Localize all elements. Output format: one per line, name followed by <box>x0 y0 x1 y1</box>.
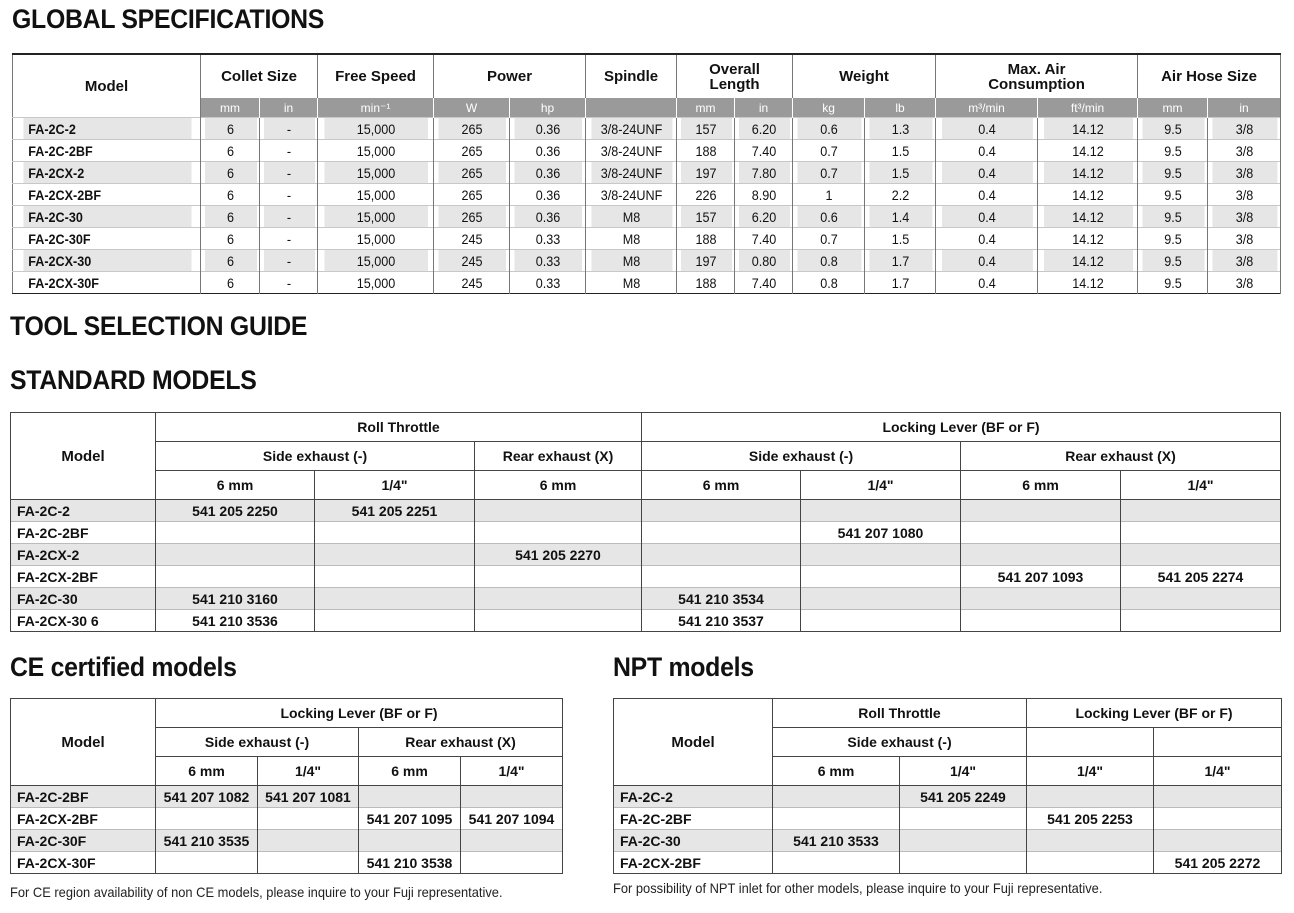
part-number-cell <box>900 808 1027 830</box>
std-header-side-exhaust-locking: Side exhaust (-) <box>642 442 961 471</box>
spec-cell: 0.7 <box>796 140 861 162</box>
global-specifications-heading: GLOBAL SPECIFICATIONS <box>12 4 325 34</box>
spec-cell: 14.12 <box>1043 118 1133 140</box>
spec-cell: M8 <box>590 250 672 272</box>
part-number-cell <box>773 852 900 874</box>
table-row <box>614 830 1282 852</box>
part-number-cell <box>801 566 961 588</box>
unit-cell: lb <box>865 98 936 118</box>
npt-header-blank-2 <box>1154 728 1282 757</box>
spec-cell: 2.2 <box>868 184 932 206</box>
spec-cell: 6 <box>203 228 256 250</box>
ce-header-model: Model <box>11 699 156 786</box>
part-number-cell <box>156 544 315 566</box>
part-number-cell: 541 210 3538 <box>359 852 461 874</box>
spec-cell: 6 <box>203 184 256 206</box>
model-cell: FA-2CX-2BF <box>614 852 773 874</box>
npt-header-blank-1 <box>1027 728 1154 757</box>
part-number-cell: 541 205 2253 <box>1027 808 1154 830</box>
part-number-cell <box>359 830 461 852</box>
model-cell: FA-2C-30F <box>11 830 156 852</box>
spec-cell: 6 <box>203 272 256 294</box>
part-number-cell <box>315 522 475 544</box>
spec-cell: - <box>262 140 314 162</box>
part-number-cell <box>801 544 961 566</box>
spec-cell: 9.5 <box>1141 184 1204 206</box>
header-air-hose-size: Air Hose Size <box>1161 68 1257 85</box>
spec-cell: 265 <box>437 162 505 184</box>
table-row <box>11 522 1281 544</box>
part-number-cell: 541 210 3537 <box>642 610 801 632</box>
unit-cell <box>586 98 677 118</box>
ce-size-header: 6 mm <box>156 757 258 786</box>
table-row <box>11 786 563 808</box>
spec-cell: 0.7 <box>796 162 861 184</box>
unit-cell: hp <box>510 98 586 118</box>
spec-cell: 0.33 <box>513 272 581 294</box>
model-cell: FA-2CX-2BF <box>22 184 191 206</box>
part-number-cell: 541 207 1082 <box>156 786 258 808</box>
header-model: Model <box>13 54 201 118</box>
spec-cell: 3/8-24UNF <box>590 118 672 140</box>
part-number-cell <box>961 610 1121 632</box>
ce-header-rear-exhaust: Rear exhaust (X) <box>359 728 563 757</box>
spec-cell: 0.7 <box>796 228 861 250</box>
table-row <box>11 610 1281 632</box>
spec-cell: 197 <box>679 162 731 184</box>
spec-cell: 7.80 <box>737 162 789 184</box>
spec-cell: 3/8 <box>1211 162 1277 184</box>
part-number-cell <box>773 808 900 830</box>
spec-cell: 3/8 <box>1211 228 1277 250</box>
spec-cell: 0.4 <box>941 162 1033 184</box>
spec-cell: 1 <box>796 184 861 206</box>
header-air-consumption: Max. Air Consumption <box>936 54 1138 98</box>
part-number-cell <box>961 544 1121 566</box>
spec-cell: - <box>262 228 314 250</box>
npt-header-locking-lever: Locking Lever (BF or F) <box>1027 699 1282 728</box>
part-number-cell <box>475 588 642 610</box>
standard-size-header: 6 mm <box>156 471 315 500</box>
part-number-cell: 541 205 2272 <box>1154 852 1282 874</box>
part-number-cell <box>315 544 475 566</box>
spec-cell: 3/8-24UNF <box>590 140 672 162</box>
part-number-cell <box>801 610 961 632</box>
part-number-cell <box>315 588 475 610</box>
part-number-cell <box>156 852 258 874</box>
spec-cell: 3/8 <box>1211 184 1277 206</box>
header-spindle: Spindle <box>586 54 677 98</box>
standard-size-header: 1/4" <box>801 471 961 500</box>
table-row <box>11 852 563 874</box>
spec-cell: 14.12 <box>1043 228 1133 250</box>
model-cell: FA-2C-30 <box>22 206 191 228</box>
part-number-cell <box>359 786 461 808</box>
part-number-cell <box>801 588 961 610</box>
table-row <box>11 500 1281 522</box>
table-row <box>13 118 1281 140</box>
model-cell: FA-2C-2BF <box>11 522 156 544</box>
spec-cell: 1.7 <box>868 250 932 272</box>
spec-cell: 3/8 <box>1211 118 1277 140</box>
part-number-cell <box>961 500 1121 522</box>
header-collet-size: Collet Size <box>201 54 318 98</box>
spec-cell: 0.6 <box>796 206 861 228</box>
spec-cell: 188 <box>679 228 731 250</box>
spec-cell: 15,000 <box>323 140 427 162</box>
model-cell: FA-2C-2 <box>614 786 773 808</box>
part-number-cell <box>1027 852 1154 874</box>
unit-cell: in <box>1208 98 1281 118</box>
ce-certified-models-heading: CE certified models <box>10 652 237 682</box>
part-number-cell: 541 210 3533 <box>773 830 900 852</box>
part-number-cell: 541 205 2250 <box>156 500 315 522</box>
spec-cell: 188 <box>679 140 731 162</box>
spec-cell: 7.40 <box>737 272 789 294</box>
spec-cell: 1.5 <box>868 228 932 250</box>
table-row <box>13 250 1281 272</box>
model-cell: FA-2CX-30F <box>22 272 191 294</box>
part-number-cell: 541 207 1094 <box>461 808 563 830</box>
part-number-cell <box>1027 786 1154 808</box>
std-header-locking-lever: Locking Lever (BF or F) <box>642 413 1281 442</box>
spec-cell: 1.5 <box>868 140 932 162</box>
model-cell: FA-2C-2BF <box>11 786 156 808</box>
spec-cell: 0.36 <box>513 184 581 206</box>
part-number-cell <box>1121 500 1281 522</box>
spec-cell: M8 <box>590 228 672 250</box>
spec-cell: 157 <box>679 206 731 228</box>
spec-cell: 0.80 <box>737 250 789 272</box>
spec-cell: 0.4 <box>941 118 1033 140</box>
standard-size-header: 6 mm <box>961 471 1121 500</box>
standard-models-heading: STANDARD MODELS <box>10 365 257 395</box>
spec-cell: 9.5 <box>1141 206 1204 228</box>
spec-cell: 3/8-24UNF <box>590 162 672 184</box>
table-row <box>11 830 563 852</box>
spec-cell: 3/8 <box>1211 140 1277 162</box>
part-number-cell: 541 210 3536 <box>156 610 315 632</box>
header-overall-length: Overall Length <box>677 54 793 98</box>
spec-cell: 3/8-24UNF <box>590 184 672 206</box>
model-cell: FA-2C-2 <box>22 118 191 140</box>
model-cell: FA-2C-30 <box>614 830 773 852</box>
spec-cell: 1.5 <box>868 162 932 184</box>
spec-cell: 15,000 <box>323 206 427 228</box>
std-header-model: Model <box>11 413 156 500</box>
part-number-cell <box>461 830 563 852</box>
part-number-cell <box>642 566 801 588</box>
unit-cell: kg <box>793 98 865 118</box>
part-number-cell <box>1154 830 1282 852</box>
standard-size-header: 1/4" <box>315 471 475 500</box>
spec-cell: 245 <box>437 250 505 272</box>
table-row <box>614 852 1282 874</box>
spec-cell: 197 <box>679 250 731 272</box>
spec-cell: 14.12 <box>1043 272 1133 294</box>
part-number-cell: 541 210 3160 <box>156 588 315 610</box>
spec-cell: 15,000 <box>323 250 427 272</box>
spec-cell: 3/8 <box>1211 272 1277 294</box>
part-number-cell <box>258 830 359 852</box>
part-number-cell <box>315 566 475 588</box>
spec-cell: 0.6 <box>796 118 861 140</box>
table-row <box>11 544 1281 566</box>
part-number-cell: 541 205 2251 <box>315 500 475 522</box>
model-cell: FA-2CX-30F <box>11 852 156 874</box>
ce-header-locking-lever: Locking Lever (BF or F) <box>156 699 563 728</box>
model-cell: FA-2C-30F <box>22 228 191 250</box>
part-number-cell <box>1121 610 1281 632</box>
part-number-cell <box>1027 830 1154 852</box>
spec-cell: - <box>262 184 314 206</box>
part-number-cell: 541 210 3535 <box>156 830 258 852</box>
table-row <box>614 786 1282 808</box>
spec-cell: - <box>262 118 314 140</box>
unit-cell: in <box>735 98 793 118</box>
spec-cell: - <box>262 162 314 184</box>
std-header-roll-throttle: Roll Throttle <box>156 413 642 442</box>
ce-size-header: 1/4" <box>461 757 563 786</box>
part-number-cell <box>475 522 642 544</box>
header-free-speed: Free Speed <box>318 54 434 98</box>
spec-cell: 0.4 <box>941 272 1033 294</box>
spec-cell: 9.5 <box>1141 272 1204 294</box>
spec-cell: 9.5 <box>1141 140 1204 162</box>
part-number-cell <box>258 808 359 830</box>
spec-cell: 265 <box>437 206 505 228</box>
npt-header-roll-throttle: Roll Throttle <box>773 699 1027 728</box>
spec-cell: 0.4 <box>941 250 1033 272</box>
part-number-cell <box>475 566 642 588</box>
npt-models-table <box>613 698 1282 874</box>
part-number-cell <box>315 610 475 632</box>
spec-cell: 9.5 <box>1141 250 1204 272</box>
table-row <box>11 566 1281 588</box>
part-number-cell <box>475 500 642 522</box>
model-cell: FA-2CX-30 <box>22 250 191 272</box>
spec-cell: 0.4 <box>941 228 1033 250</box>
spec-cell: 6 <box>203 250 256 272</box>
standard-size-header: 1/4" <box>1121 471 1281 500</box>
spec-cell: 14.12 <box>1043 184 1133 206</box>
spec-cell: - <box>262 206 314 228</box>
spec-cell: 0.33 <box>513 250 581 272</box>
table-row <box>11 808 563 830</box>
model-cell: FA-2C-2BF <box>614 808 773 830</box>
part-number-cell <box>801 500 961 522</box>
unit-cell: W <box>434 98 510 118</box>
spec-cell: 0.4 <box>941 206 1033 228</box>
spec-cell: 3/8 <box>1211 250 1277 272</box>
spec-cell: 6 <box>203 118 256 140</box>
spec-cell: 6.20 <box>737 118 789 140</box>
part-number-cell <box>258 852 359 874</box>
npt-footnote: For possibility of NPT inlet for other models, please inquire to your Fuji representative. <box>613 880 1103 896</box>
ce-models-table <box>10 698 563 874</box>
spec-cell: 245 <box>437 228 505 250</box>
part-number-cell <box>1121 588 1281 610</box>
npt-size-header: 1/4" <box>1027 757 1154 786</box>
std-header-rear-exhaust-locking: Rear exhaust (X) <box>961 442 1281 471</box>
part-number-cell <box>461 852 563 874</box>
std-header-side-exhaust-roll: Side exhaust (-) <box>156 442 475 471</box>
spec-cell: 15,000 <box>323 272 427 294</box>
spec-cell: 14.12 <box>1043 206 1133 228</box>
spec-cell: 7.40 <box>737 228 789 250</box>
spec-cell: 0.33 <box>513 228 581 250</box>
spec-cell: 157 <box>679 118 731 140</box>
part-number-cell <box>961 522 1121 544</box>
table-row <box>614 808 1282 830</box>
unit-cell: m³/min <box>936 98 1038 118</box>
header-power: Power <box>434 54 586 98</box>
spec-cell: 15,000 <box>323 118 427 140</box>
part-number-cell <box>642 522 801 544</box>
spec-cell: 0.36 <box>513 118 581 140</box>
npt-size-header: 1/4" <box>900 757 1027 786</box>
unit-cell: mm <box>1138 98 1208 118</box>
global-specifications-table <box>12 53 1281 294</box>
model-cell: FA-2CX-2BF <box>11 808 156 830</box>
spec-cell: 14.12 <box>1043 250 1133 272</box>
npt-header-side-exhaust: Side exhaust (-) <box>773 728 1027 757</box>
part-number-cell <box>1121 544 1281 566</box>
part-number-cell <box>642 544 801 566</box>
spec-cell: 265 <box>437 184 505 206</box>
unit-cell: in <box>260 98 318 118</box>
table-row <box>11 588 1281 610</box>
spec-cell: 0.8 <box>796 272 861 294</box>
spec-cell: 14.12 <box>1043 140 1133 162</box>
spec-cell: 3/8 <box>1211 206 1277 228</box>
model-cell: FA-2CX-30 6 <box>11 610 156 632</box>
table-row <box>13 162 1281 184</box>
npt-header-model: Model <box>614 699 773 786</box>
spec-cell: 265 <box>437 140 505 162</box>
spec-cell: M8 <box>590 272 672 294</box>
spec-cell: 265 <box>437 118 505 140</box>
table-row <box>13 272 1281 294</box>
spec-cell: 15,000 <box>323 162 427 184</box>
part-number-cell <box>1121 522 1281 544</box>
spec-cell: 1.4 <box>868 206 932 228</box>
spec-cell: - <box>262 250 314 272</box>
ce-size-header: 6 mm <box>359 757 461 786</box>
model-cell: FA-2C-2BF <box>22 140 191 162</box>
part-number-cell: 541 205 2249 <box>900 786 1027 808</box>
part-number-cell <box>156 808 258 830</box>
spec-cell: 15,000 <box>323 184 427 206</box>
spec-cell: 6 <box>203 206 256 228</box>
spec-cell: 0.8 <box>796 250 861 272</box>
model-cell: FA-2C-2 <box>11 500 156 522</box>
part-number-cell: 541 205 2270 <box>475 544 642 566</box>
part-number-cell <box>1154 808 1282 830</box>
npt-models-heading: NPT models <box>613 652 754 682</box>
spec-cell: 6 <box>203 140 256 162</box>
part-number-cell <box>475 610 642 632</box>
header-weight: Weight <box>793 54 936 98</box>
model-cell: FA-2CX-2 <box>11 544 156 566</box>
spec-cell: 0.36 <box>513 140 581 162</box>
spec-cell: 14.12 <box>1043 162 1133 184</box>
unit-cell: mm <box>201 98 260 118</box>
part-number-cell <box>961 588 1121 610</box>
part-number-cell: 541 210 3534 <box>642 588 801 610</box>
part-number-cell: 541 205 2274 <box>1121 566 1281 588</box>
spec-cell: 226 <box>679 184 731 206</box>
spec-cell: 0.36 <box>513 206 581 228</box>
part-number-cell <box>461 786 563 808</box>
spec-cell: 1.7 <box>868 272 932 294</box>
spec-cell: 0.4 <box>941 184 1033 206</box>
spec-cell: 15,000 <box>323 228 427 250</box>
unit-cell: mm <box>677 98 735 118</box>
part-number-cell: 541 207 1081 <box>258 786 359 808</box>
spec-cell: 188 <box>679 272 731 294</box>
unit-cell: min⁻¹ <box>318 98 434 118</box>
part-number-cell <box>900 852 1027 874</box>
part-number-cell <box>900 830 1027 852</box>
spec-cell: 245 <box>437 272 505 294</box>
part-number-cell <box>642 500 801 522</box>
spec-cell: 7.40 <box>737 140 789 162</box>
standard-size-header: 6 mm <box>642 471 801 500</box>
part-number-cell <box>773 786 900 808</box>
standard-models-table <box>10 412 1281 632</box>
model-cell: FA-2C-30 <box>11 588 156 610</box>
spec-cell: 0.4 <box>941 140 1033 162</box>
spec-cell: 6.20 <box>737 206 789 228</box>
std-header-rear-exhaust-roll: Rear exhaust (X) <box>475 442 642 471</box>
spec-cell: M8 <box>590 206 672 228</box>
model-cell: FA-2CX-2BF <box>11 566 156 588</box>
tool-selection-guide-heading: TOOL SELECTION GUIDE <box>10 311 308 341</box>
spec-cell: 8.90 <box>737 184 789 206</box>
spec-cell: 9.5 <box>1141 228 1204 250</box>
standard-size-header: 6 mm <box>475 471 642 500</box>
part-number-cell: 541 207 1080 <box>801 522 961 544</box>
spec-cell: 9.5 <box>1141 162 1204 184</box>
ce-header-side-exhaust: Side exhaust (-) <box>156 728 359 757</box>
spec-cell: 9.5 <box>1141 118 1204 140</box>
npt-size-header: 1/4" <box>1154 757 1282 786</box>
npt-size-header: 6 mm <box>773 757 900 786</box>
table-row <box>13 184 1281 206</box>
part-number-cell: 541 207 1095 <box>359 808 461 830</box>
table-row <box>13 206 1281 228</box>
spec-cell: - <box>262 272 314 294</box>
model-cell: FA-2CX-2 <box>22 162 191 184</box>
table-row <box>13 140 1281 162</box>
part-number-cell <box>156 566 315 588</box>
spec-cell: 0.36 <box>513 162 581 184</box>
part-number-cell <box>1154 786 1282 808</box>
spec-cell: 1.3 <box>868 118 932 140</box>
part-number-cell <box>156 522 315 544</box>
ce-size-header: 1/4" <box>258 757 359 786</box>
table-row <box>13 228 1281 250</box>
ce-footnote: For CE region availability of non CE models, please inquire to your Fuji representative. <box>10 884 503 900</box>
unit-cell: ft³/min <box>1038 98 1138 118</box>
part-number-cell: 541 207 1093 <box>961 566 1121 588</box>
spec-cell: 6 <box>203 162 256 184</box>
